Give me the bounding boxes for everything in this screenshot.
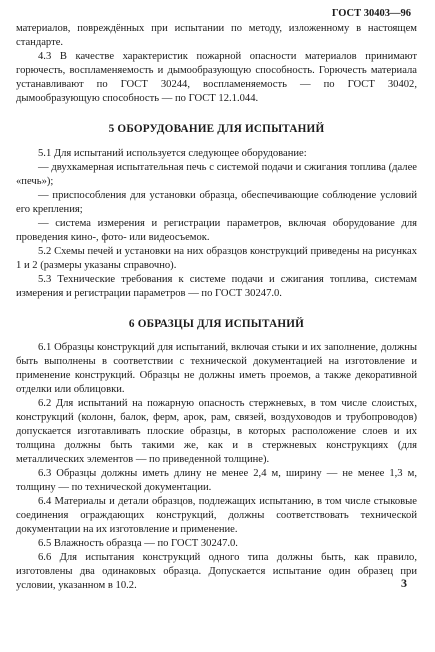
paragraph-6-5: 6.5 Влажность образца — по ГОСТ 30247.0. [38, 538, 238, 549]
list-item-fixtures: — приспособления для установки образца, обеспечивающие соблюдение условий его крепления; [16, 190, 417, 215]
paragraph-5-1: 5.1 Для испытаний используется следующее оборудование: [38, 148, 307, 159]
paragraph-6-6: 6.6 Для испытания конструкций одного типа должны быть, как правило, изготовлены два одинаковых образца. Допускается испытание один образец при условии, указанном в 10.2. [16, 552, 417, 591]
paragraph-6-1: 6.1 Образцы конструкций для испытаний, включая стыки и их заполнение, должны быть выполнены в соответствии с технической документацией на изготовление и применение конструкций. Образцы не должны иметь проемов, а также декоративной отделки или облицовки. [16, 342, 417, 395]
paragraph-continuation: материалов, повреждённых при испытании по методу, изложенному в настоящем стандарте. [16, 23, 417, 48]
paragraph-4-3: 4.3 В качестве характеристик пожарной опасности материалов принимают горючесть, воспламеняемость и дымообразующую способность. Горючесть материала устанавливают по ГОСТ 30244, воспламеняемость — по ГОСТ 30402, дымообразующую способность — по ГОСТ 12.1.044. [16, 51, 417, 104]
section-5-title: 5 ОБОРУДОВАНИЕ ДЛЯ ИСПЫТАНИЙ [108, 123, 325, 135]
section-6-title: 6 ОБРАЗЦЫ ДЛЯ ИСПЫТАНИЙ [128, 318, 305, 330]
paragraph-5-2: 5.2 Схемы печей и установки на них образцов конструкций приведены на рисунках 1 и 2 (размеры указаны справочно). [16, 246, 417, 271]
document-code-header: ГОСТ 30403—96 [331, 8, 411, 19]
paragraph-6-4: 6.4 Материалы и детали образцов, подлежащих испытанию, в том числе стыковые соединения ограждающих конструкций, должны соответствовать технической документации на их изготовление и применение. [16, 496, 417, 535]
paragraph-6-2: 6.2 Для испытаний на пожарную опасность стержневых, в том числе слоистых, конструкций (колонн, балок, ферм, арок, рам, связей, воздуховодов и трубопроводов) допускается изготавливать плоские образцы, в которых расположение слоев и их толщина должны быть такими же, как и в стержневых конструкциях (для металлических элементов — по приведенной толщине). [16, 398, 417, 465]
list-item-furnace: — двухкамерная испытательная печь с системой подачи и сжигания топлива (далее «печь»); [16, 162, 417, 187]
paragraph-6-3: 6.3 Образцы должны иметь длину не менее 2,4 м, ширину — не менее 1,3 м, толщину — по технической документации. [16, 468, 417, 493]
page-number: 3 [401, 576, 407, 590]
paragraph-5-3: 5.3 Технические требования к системе подачи и сжигания топлива, системам измерения и регистрации параметров — по ГОСТ 30247.0. [16, 274, 417, 299]
list-item-measurement: — система измерения и регистрации параметров, включая оборудование для проведения кино-, фото- или видеосъемок. [16, 218, 417, 243]
page-body [16, 22, 417, 593]
